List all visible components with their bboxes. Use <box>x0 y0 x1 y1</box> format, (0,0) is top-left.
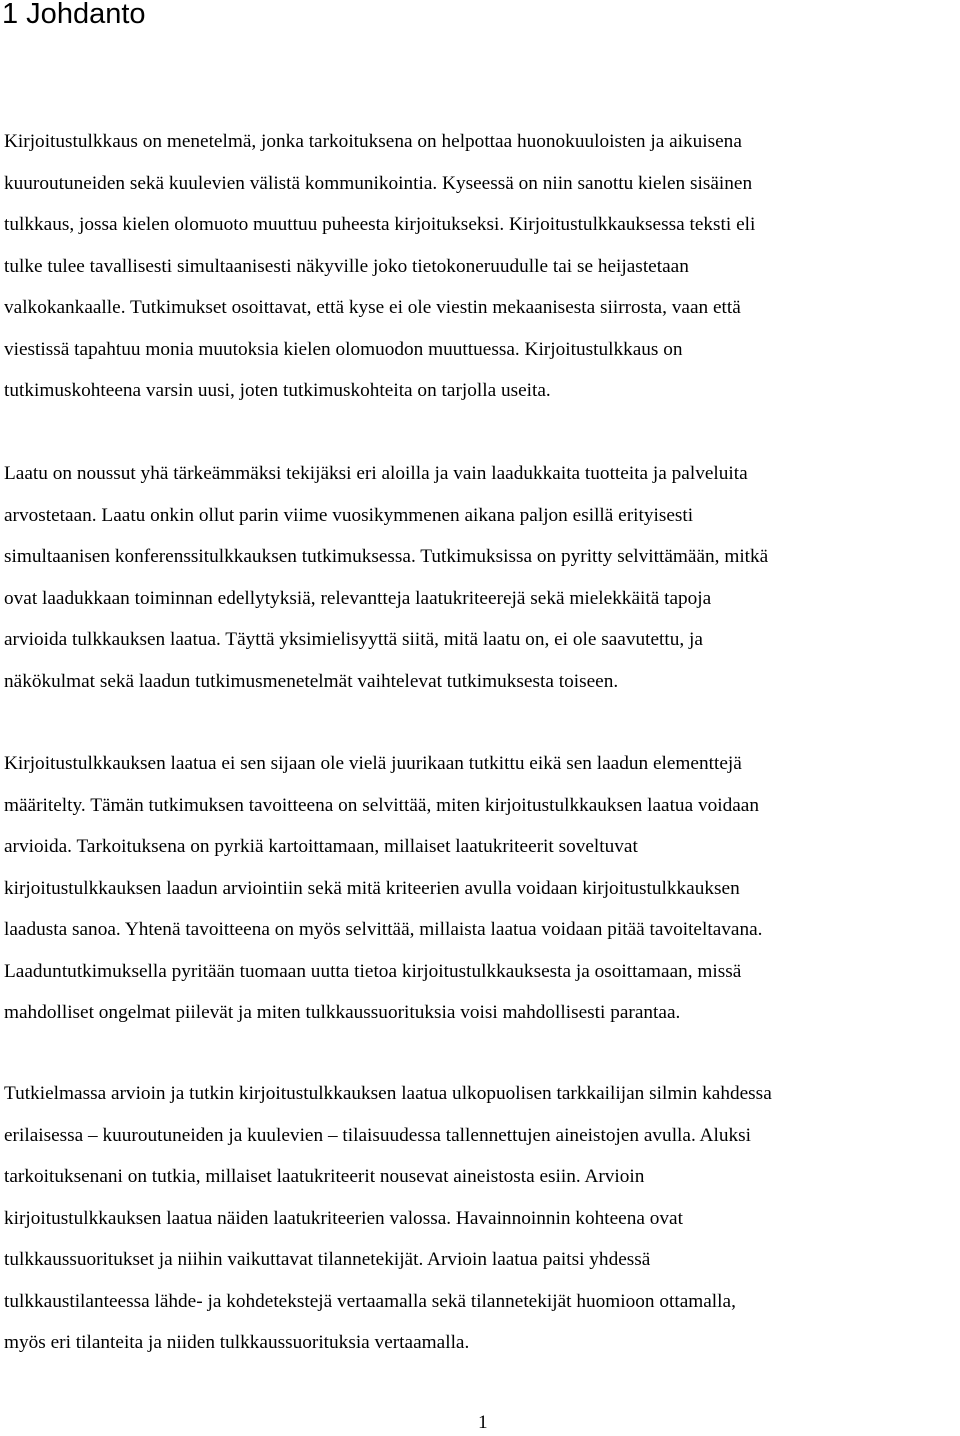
paragraph-3 <box>4 743 960 1034</box>
text-line: tutkimuskohteena varsin uusi, joten tutkimuskohteita on tarjolla useita. <box>4 380 551 401</box>
text-line: mahdolliset ongelmat piilevät ja miten tulkkaussuorituksia voisi mahdollisesti parantaa. <box>4 1002 681 1023</box>
text-line: tulkkaustilanteessa lähde- ja kohdetekstejä vertaamalla sekä tilannetekijät huomioon ottamalla, <box>4 1290 736 1312</box>
page-number: 1 <box>478 1412 488 1433</box>
text-line: Tutkielmassa arvioin ja tutkin kirjoitustulkkauksen laatua ulkopuolisen tarkkailijan silmin kahdessa <box>4 1083 772 1104</box>
paragraph-2 <box>4 453 960 702</box>
text-line: erilaisessa – kuuroutuneiden ja kuulevien – tilaisuudessa tallennettujen aineistojen avulla. Aluksi <box>4 1124 751 1146</box>
text-line: näkökulmat sekä laadun tutkimusmenetelmät vaihtelevat tutkimuksesta toiseen. <box>4 670 619 692</box>
text-line: tulke tulee tavallisesti simultaanisesti näkyville joko tietokoneruudulle tai se heijastetaan <box>4 255 689 277</box>
text-line: tarkoituksenani on tutkia, millaiset laatukriteerit nousevat aineistosta esiin. Arvioin <box>4 1166 645 1187</box>
text-line: valkokankaalle. Tutkimukset osoittavat, että kyse ei ole viestin mekaanisesta siirrosta, vaan että <box>4 297 741 318</box>
text-line: määritelty. Tämän tutkimuksen tavoitteena on selvittää, miten kirjoitustulkkauksen laatua voidaan <box>4 794 759 816</box>
text-line: ovat laadukkaan toiminnan edellytyksiä, relevantteja laatukriteerejä sekä mielekkäitä tapoja <box>4 587 712 609</box>
text-line: Laatu on noussut yhä tärkeämmäksi tekijäksi eri aloilla ja vain laadukkaita tuotteita ja palveluita <box>4 463 748 484</box>
text-line: viestissä tapahtuu monia muutoksia kielen olomuodon muuttuessa. Kirjoitustulkkaus on <box>4 338 683 360</box>
text-line: kirjoitustulkkauksen laatua näiden laatukriteerien valossa. Havainnoinnin kohteena ovat <box>4 1207 683 1229</box>
text-line: tulkkaus, jossa kielen olomuoto muuttuu puheesta kirjoitukseksi. Kirjoitustulkkauksessa teksti eli <box>4 214 756 235</box>
text-line: kirjoitustulkkauksen laadun arviointiin sekä mitä kriteerien avulla voidaan kirjoitustulkkauksen <box>4 877 740 899</box>
text-line: Kirjoitustulkkauksen laatua ei sen sijaan ole vielä juurikaan tutkittu eikä sen laadun elementtejä <box>4 753 742 774</box>
text-line: myös eri tilanteita ja niiden tulkkaussuorituksia vertaamalla. <box>4 1332 470 1353</box>
text-line: Laaduntutkimuksella pyritään tuomaan uutta tietoa kirjoitustulkkauksesta ja osoittamaan, missä <box>4 960 742 982</box>
text-line: arvostetaan. Laatu onkin ollut parin viime vuosikymmenen aikana paljon esillä erityisesti <box>4 504 694 526</box>
paragraph-4 <box>4 1073 960 1364</box>
text-line: tulkkaussuoritukset ja niihin vaikuttavat tilannetekijät. Arvioin laatua paitsi yhdessä <box>4 1249 651 1270</box>
text-line: Kirjoitustulkkaus on menetelmä, jonka tarkoituksena on helpottaa huonokuuloisten ja aikuisena <box>4 131 742 152</box>
text-line: simultaanisen konferenssitulkkauksen tutkimuksessa. Tutkimuksissa on pyritty selvittämään, mitkä <box>4 546 769 567</box>
text-line: arvioida. Tarkoituksena on pyrkiä kartoittamaan, millaiset laatukriteerit soveltuvat <box>4 836 638 857</box>
chapter-heading: 1 Johdanto <box>2 0 146 30</box>
text-line: kuuroutuneiden sekä kuulevien välistä kommunikointia. Kyseessä on niin sanottu kielen sisäinen <box>4 172 753 194</box>
text-line: laadusta sanoa. Yhtenä tavoitteena on myös selvittää, millaista laatua voidaan pitää tavoiteltavana. <box>4 919 763 940</box>
paragraph-1 <box>4 121 960 412</box>
text-line: arvioida tulkkauksen laatua. Täyttä yksimielisyyttä siitä, mitä laatu on, ei ole saavutettu, ja <box>4 629 703 650</box>
